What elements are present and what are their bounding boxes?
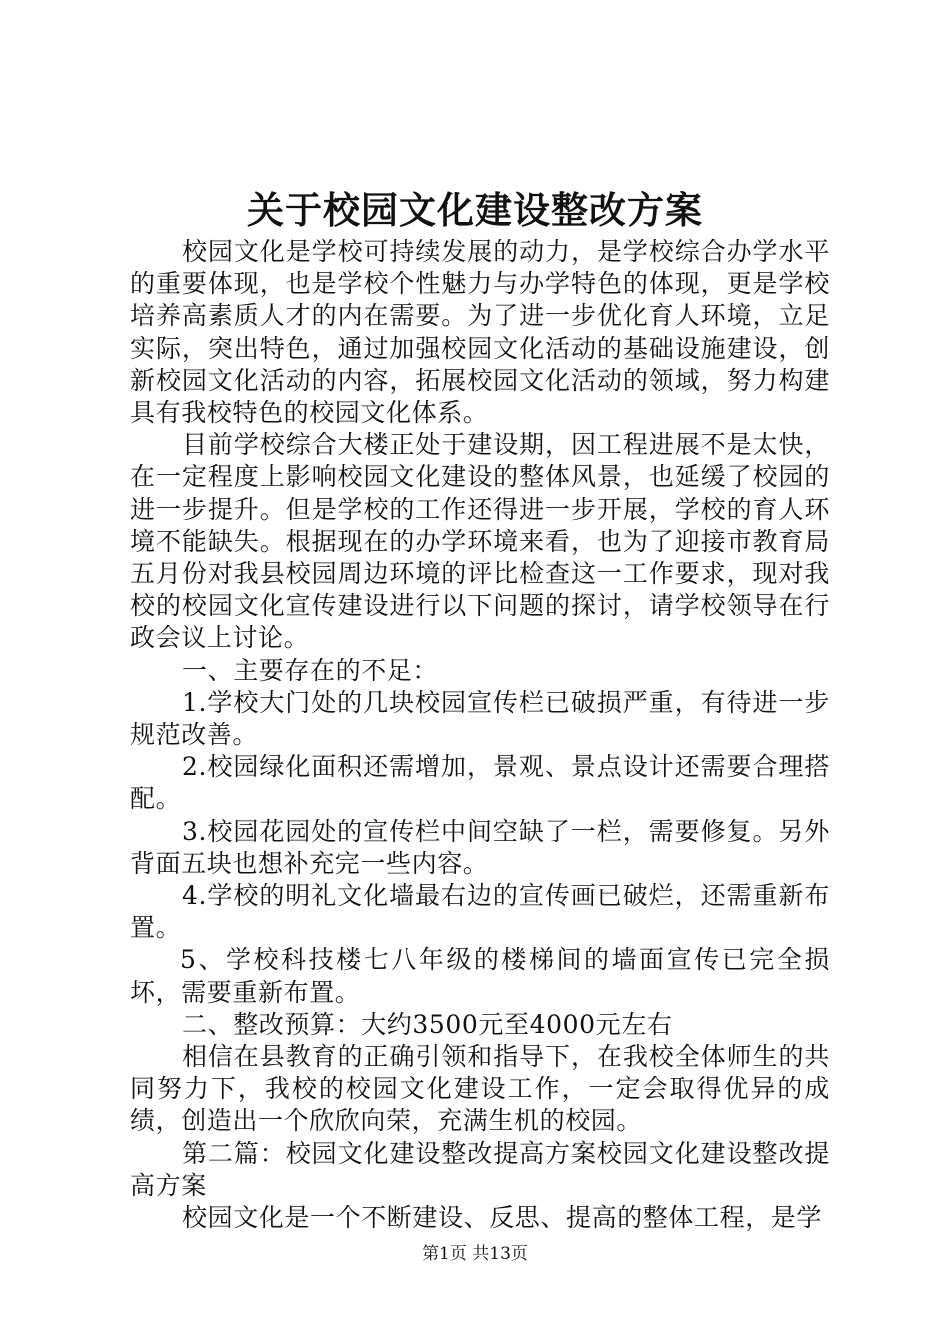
paragraph-conclusion: 相信在县教育的正确引领和指导下，在我校全体师生的共同努力下，我校的校园文化建设工作，一定会取得优异的成绩，创造出一个欣欣向荣，充满生机的校园。: [130, 1042, 830, 1136]
paragraph-intro: 校园文化是学校可持续发展的动力，是学校综合办学水平的重要体现，也是学校个性魅力与办学特色的体现，更是学校培养高素质人才的内在需要。为了进一步优化育人环境，立足实际，突出特色，通过加强校园文化活动的基础设施建设，创新校园文化活动的内容，拓展校园文化活动的领域，努力构建具有我校特色的校园文化体系。: [130, 237, 830, 428]
page-footer: 第1页 共13页: [422, 1244, 528, 1264]
page-title: 关于校园文化建设整改方案: [247, 188, 703, 232]
list-item: 5、学校科技楼七八年级的楼梯间的墙面宣传已完全损坏，需要重新布置。: [130, 945, 830, 1007]
section-heading-part-two: 第二篇：校园文化建设整改提高方案校园文化建设整改提高方案: [130, 1138, 830, 1200]
paragraph-part-two-start: 校园文化是一个不断建设、反思、提高的整体工程，是学: [182, 1203, 823, 1233]
paragraph-background: 目前学校综合大楼正处于建设期，因工程进展不是太快，在一定程度上影响校园文化建设的整体风景，也延缓了校园的进一步提升。但是学校的工作还得进一步开展，学校的育人环境不能缺失。根据现在的办学环境来看，也为了迎接市教育局五月份对我县校园周边环境的评比检查这一工作要求，现对我校的校园文化宣传建设进行以下问题的探讨，请学校领导在行政会议上讨论。: [130, 430, 830, 653]
document-body: [130, 236, 830, 1234]
section-heading-budget: 二、整改预算：大约3500元至4000元左右: [182, 1009, 673, 1039]
list-item: 1.学校大门处的几块校园宣传栏已破损严重，有待进一步规范改善。: [130, 687, 830, 750]
list-item: 2.校园绿化面积还需增加，景观、景点设计还需要合理搭配。: [130, 752, 830, 814]
list-item: 4.学校的明礼文化墙最右边的宣传画已破烂，还需重新布置。: [130, 881, 830, 943]
list-item: 3.校园花园处的宣传栏中间空缺了一栏，需要修复。另外背面五块也想补充完一些内容。: [130, 816, 830, 878]
section-heading-shortcomings: 一、主要存在的不足：: [182, 655, 439, 685]
